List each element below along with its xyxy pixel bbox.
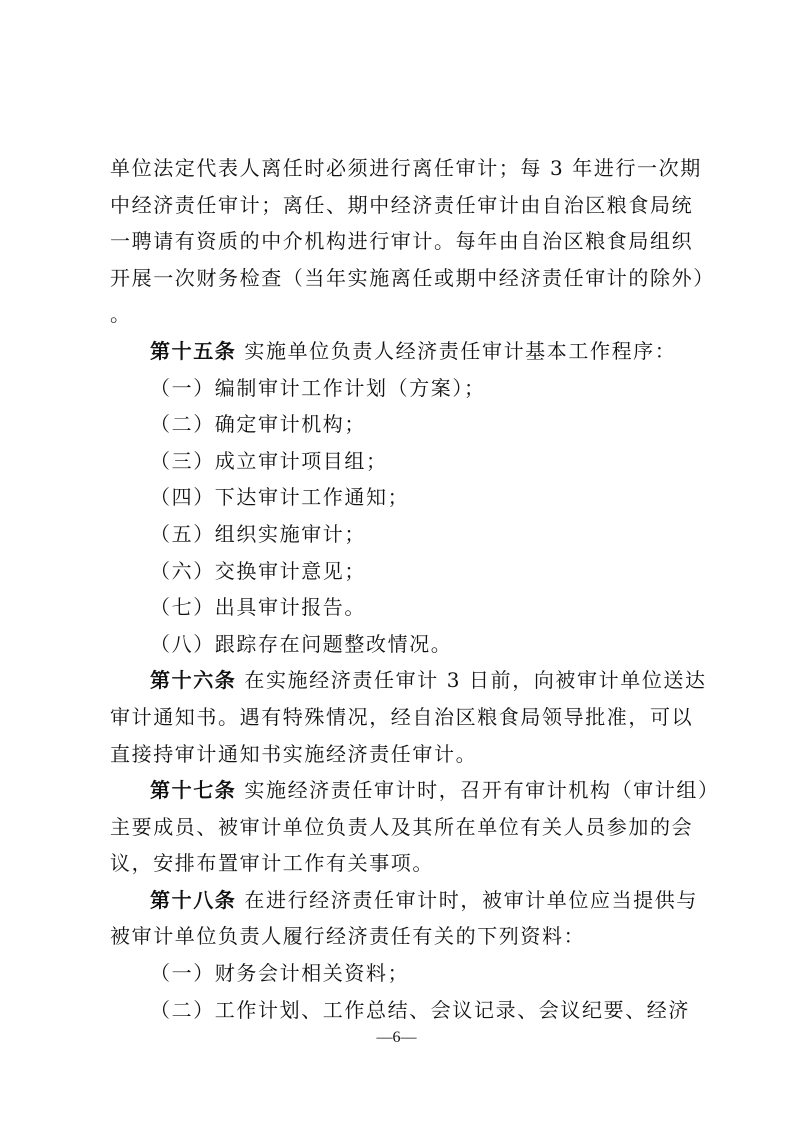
article17-heading — [110, 772, 720, 809]
page-body — [110, 150, 720, 1028]
article14-continuation-line-5: 。 — [110, 302, 132, 327]
article14-continuation-line-4: 开展一次财务检查（当年实施离任或期中经济责任审计的除外） — [110, 265, 715, 290]
article15-item-7: （七）出具审计报告。 — [150, 595, 366, 620]
article17-text-line-2: 主要成员、被审计单位负责人及其所在单位有关人员参加的会 — [110, 814, 694, 839]
article18-number: 第十八条 — [150, 887, 237, 912]
article14-continuation-line-1: 单位法定代表人离任时必须进行离任审计；每 3 年进行一次期 — [110, 156, 702, 180]
article18-item-2: （二）工作计划、工作总结、会议记录、会议纪要、经济 — [150, 997, 690, 1022]
article16-text-line-2: 审计通知书。遇有特殊情况，经自治区粮食局领导批准，可以 — [110, 704, 694, 729]
article14-continuation-line-2: 中经济责任审计；离任、期中经济责任审计由自治区粮食局统 — [110, 192, 694, 217]
article15-item-2: （二）确定审计机构； — [150, 412, 366, 437]
article15-item-1: （一）编制审计工作计划（方案）； — [150, 375, 486, 400]
article18-text-line-1: 在进行经济责任审计时，被审计单位应当提供与 — [244, 887, 698, 912]
article15-text: 实施单位负责人经济责任审计基本工作程序： — [244, 338, 677, 363]
article18-text-line-2: 被审计单位负责人履行经济责任有关的下列资料： — [110, 924, 586, 949]
article15-item-4: （四）下达审计工作通知； — [150, 485, 410, 510]
article18-heading — [110, 882, 700, 919]
article15-item-8: （八）跟踪存在问题整改情况。 — [150, 631, 453, 656]
article16-number: 第十六条 — [150, 668, 237, 693]
article17-number: 第十七条 — [150, 778, 237, 803]
article17-text-line-3: 议，安排布置审计工作有关事项。 — [110, 851, 434, 876]
article17-text-line-1: 实施经济责任审计时，召开有审计机构（审计组） — [244, 778, 720, 803]
article18-item-1: （一）财务会计相关资料； — [150, 961, 410, 986]
article16-text-line-1: 在实施经济责任审计 3 日前，向被审计单位送达 — [244, 668, 707, 693]
page-number: —6— — [376, 1029, 417, 1046]
article16-heading — [110, 662, 707, 699]
article14-continuation-line-3: 一聘请有资质的中介机构进行审计。每年由自治区粮食局组织 — [110, 229, 694, 254]
article15-number: 第十五条 — [150, 338, 237, 363]
article15-item-5: （五）组织实施审计； — [150, 521, 366, 546]
article15-item-3: （三）成立审计项目组； — [150, 448, 388, 473]
article16-text-line-3: 直接持审计通知书实施经济责任审计。 — [110, 741, 478, 766]
article15-heading — [110, 333, 700, 370]
article15-item-6: （六）交换审计意见； — [150, 558, 366, 583]
